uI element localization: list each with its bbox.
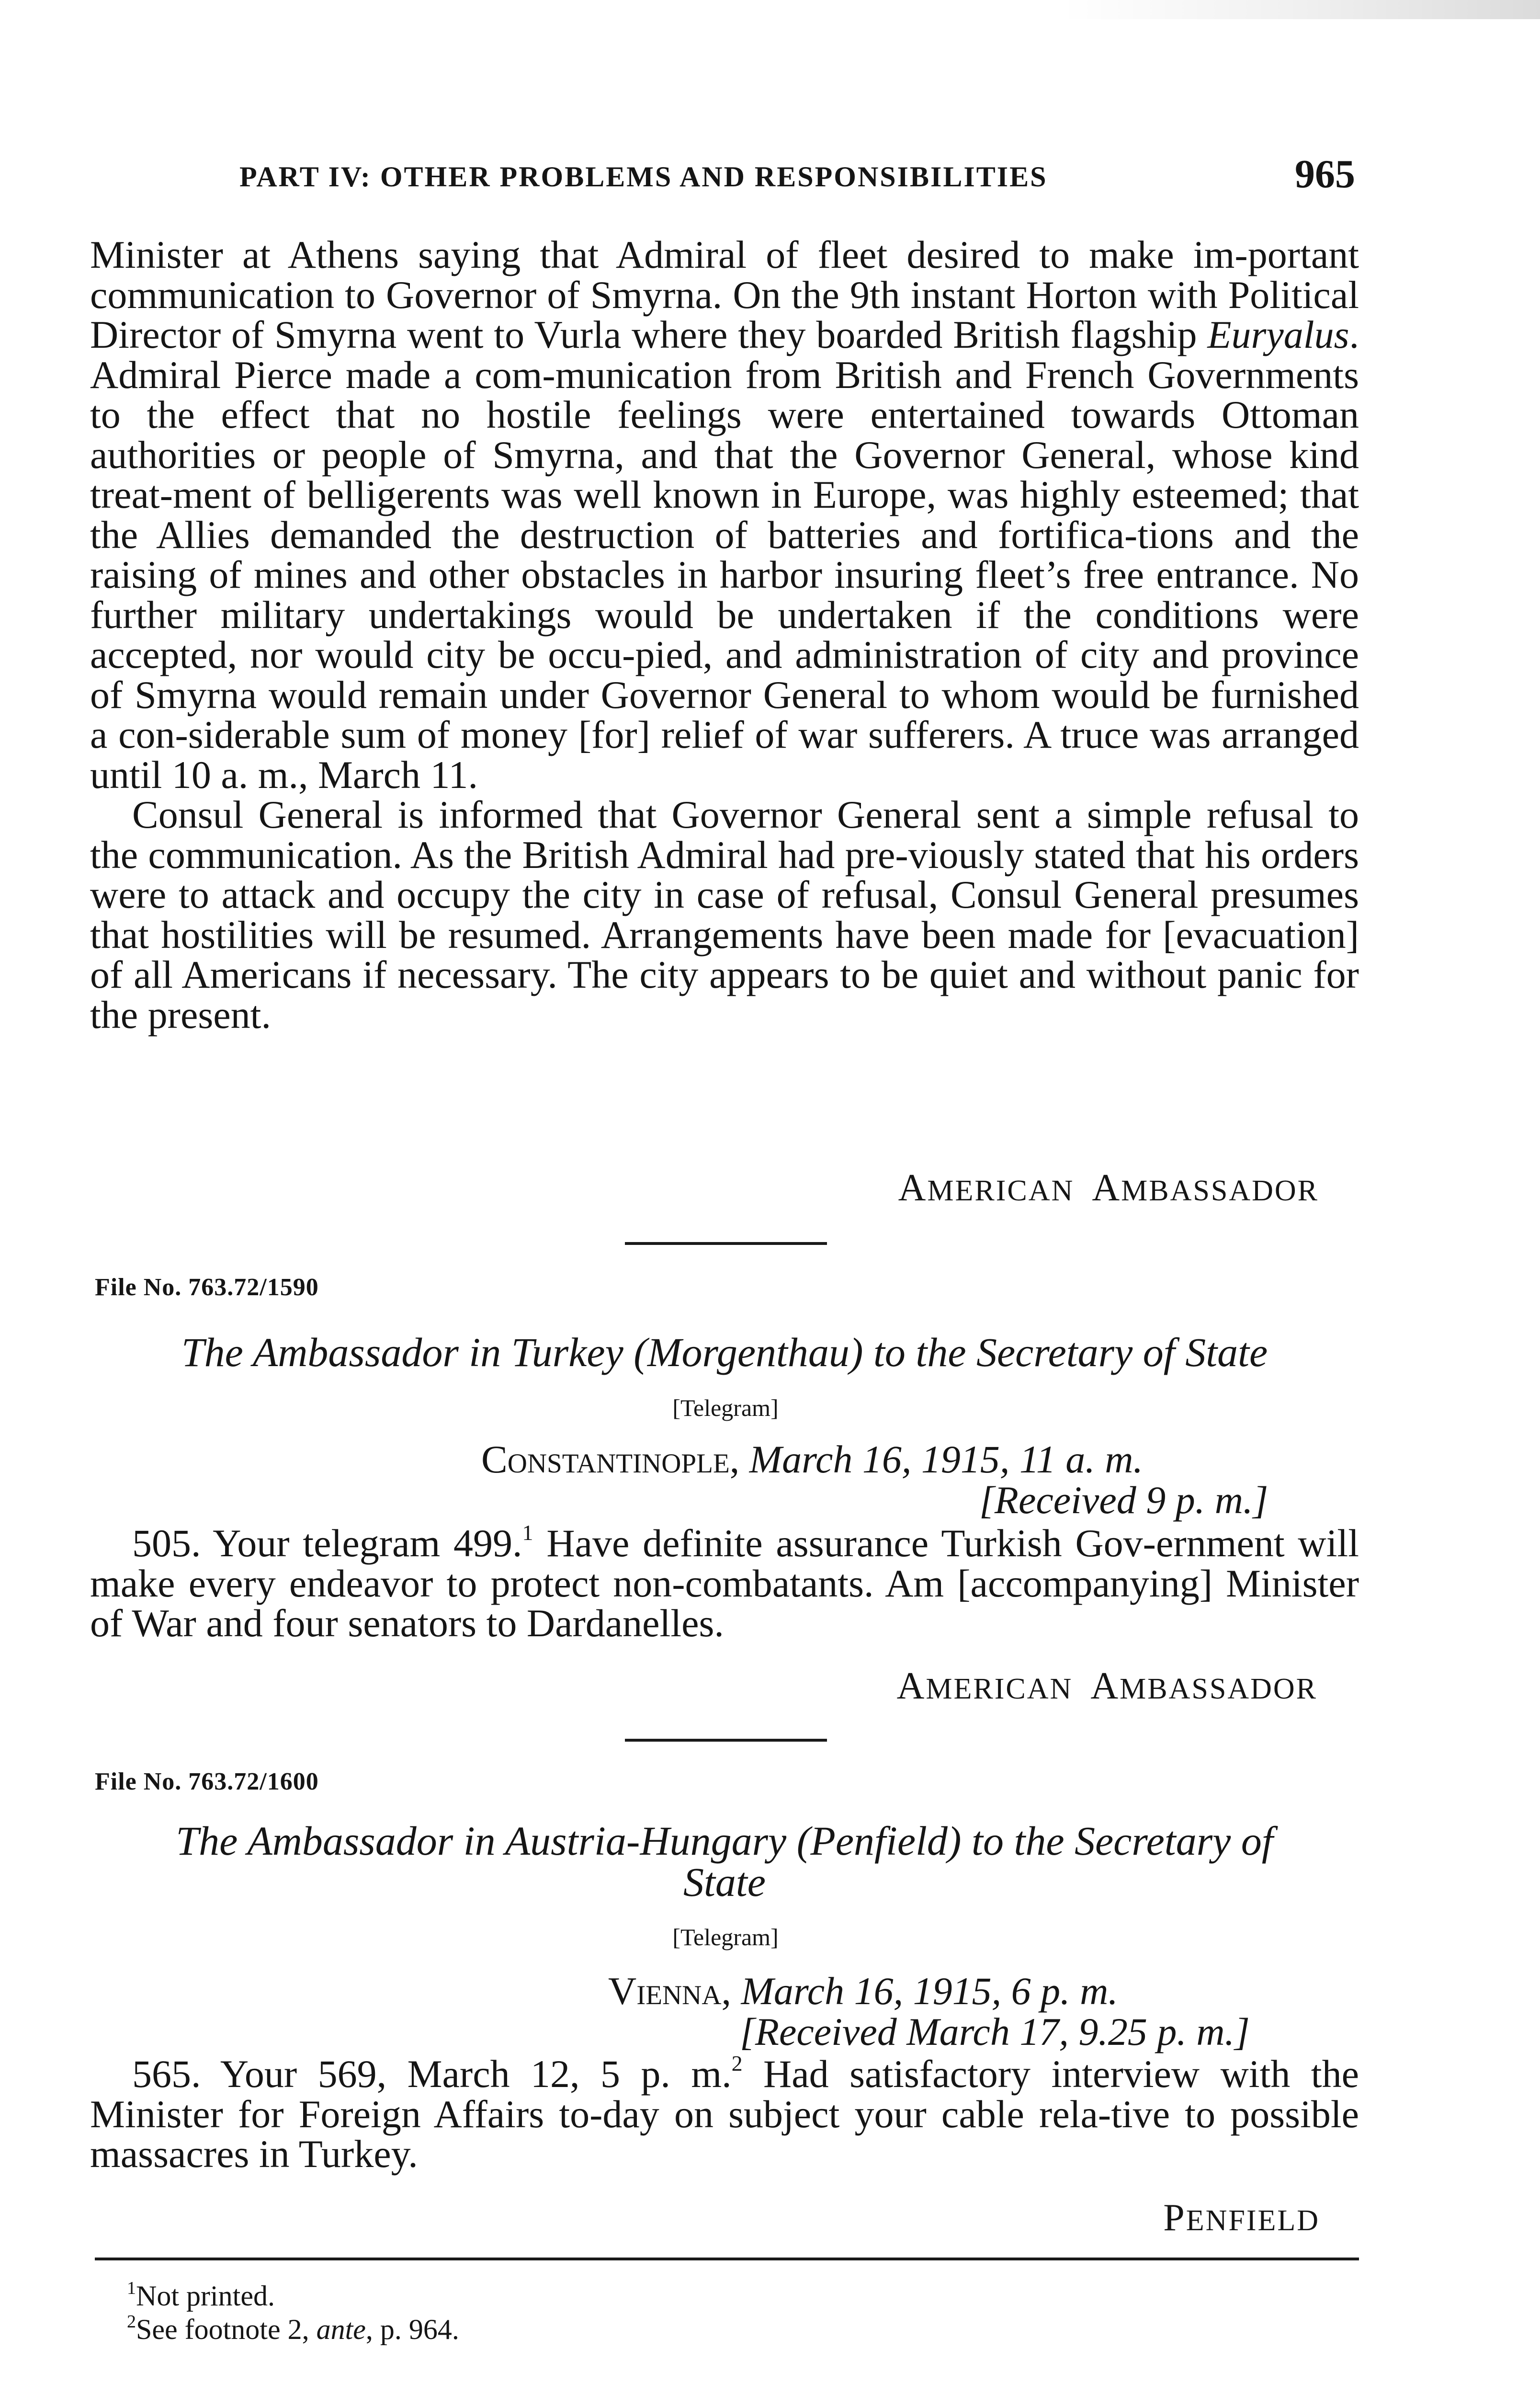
sig-initial: A [898, 1167, 928, 1209]
telegram-label: [Telegram] [672, 1394, 779, 1421]
footnote-text: See footnote 2, [136, 2314, 317, 2345]
title-part: Morgenthau [647, 1329, 849, 1375]
text-span: Had satisfactory interview with the Minister for Foreign Affairs to-day on subject your cable rela-tive to possible massacres in Turkey. [90, 2052, 1359, 2176]
continued-telegram [90, 235, 1359, 1035]
document-title [90, 1329, 1359, 1375]
sig-initial: A [1092, 1167, 1121, 1209]
title-line: State [683, 1859, 766, 1905]
paragraph-smyrna-communication [90, 235, 1359, 795]
received-line: [Received March 17, 9.25 p. m.] [740, 2010, 1250, 2053]
section-divider [625, 1739, 827, 1742]
signature-american-ambassador [897, 1665, 1317, 1708]
received-line: [Received 9 p. m.] [979, 1478, 1268, 1522]
text-span: 505. Your telegram 499. [132, 1521, 522, 1565]
place-name: Constantinople [481, 1437, 730, 1481]
telegram-label: [Telegram] [672, 1924, 779, 1950]
sig-rest: MERICAN [926, 1673, 1073, 1705]
sig-initial: A [896, 1665, 926, 1707]
file-number: File No. 763.72/1600 [95, 1768, 319, 1795]
footnote-text: Not printed. [136, 2280, 275, 2312]
signature-american-ambassador [898, 1166, 1319, 1210]
text-span: Minister at Athens saying that Admiral of fleet desired to make im-portant communication to Governor of Smyrna. On the 9th instant Horton with Political Director of Smyrna went to Vurla where they boarded British flagship [90, 233, 1359, 356]
text-span: 565. Your 569, March 12, 5 p. m. [132, 2052, 732, 2096]
sig-initial: A [1090, 1665, 1120, 1707]
signature-penfield [1163, 2196, 1320, 2240]
date-text: March 16, 1915, 6 p. m. [741, 1969, 1118, 2013]
footnote-text: , p. 964. [365, 2314, 459, 2345]
running-head [96, 151, 1355, 204]
title-part: ) to the Secretary of State [849, 1329, 1268, 1375]
sig-rest: MBASSADOR [1121, 1175, 1319, 1207]
footnote-mark: 2 [127, 2312, 136, 2332]
telegram-505 [90, 1520, 1359, 1645]
footnote-2 [127, 2311, 459, 2346]
title-line: The Ambassador in Austria-Hungary (Penfield) to the Secretary of [176, 1818, 1273, 1864]
footnote-ref: 1 [522, 1520, 533, 1545]
place-date-line: Vienna, March 16, 1915, 6 p. m. [608, 1969, 1118, 2013]
sig-rest: MBASSADOR [1120, 1673, 1317, 1705]
sig-rest: MERICAN [927, 1175, 1075, 1207]
page-number: 965 [1295, 152, 1355, 196]
paragraph-565 [90, 2051, 1359, 2176]
footnote-1 [127, 2278, 275, 2313]
running-head-title: PART IV: OTHER PROBLEMS AND RESPONSIBILITIES [239, 161, 1048, 193]
footnote-italic: ante [316, 2314, 366, 2345]
paragraph-consul-general: Consul General is informed that Governor General sent a simple refusal to the communication. As the British Admiral had pre-viously stated that his orders were to attack and occupy the city in case of refusal, Consul General presumes that hostilities will be resumed. Arrangements have been made for [evacuation] of all Americans if necessary. The city appears to be quiet and without panic for the present. [90, 793, 1359, 1037]
document-title [90, 1820, 1359, 1903]
footnote-ref: 2 [731, 2051, 743, 2076]
place-name: Vienna [608, 1969, 722, 2013]
scan-artifact [1061, 0, 1540, 19]
text-span: . Admiral Pierce made a com-munication from British and French Governments to the effect that no hostile feelings were entertained towards Ottoman authorities or people of Smyrna, and that the Governor General, whose kind treat-ment of belligerents was well known in Europe, was highly esteemed; that the Allies demanded the destruction of batteries and fortifica-tions and the raising of mines and other obstacles in harbor insuring fleet’s free entrance. No further military undertakings would be undertaken if the conditions were accepted, nor would city be occu-pied, and administration of city and province of Smyrna would remain under Governor General to whom would be furnished a con-siderable sum of money [for] relief of war sufferers. A truce was arranged until 10 a. m., March 11. [90, 313, 1359, 797]
place-date-line: Constantinople, March 16, 1915, 11 a. m. [481, 1437, 1143, 1481]
sig-initial: P [1163, 2197, 1186, 2239]
file-number: File No. 763.72/1590 [95, 1274, 319, 1301]
section-divider [625, 1242, 827, 1245]
footnote-rule [95, 2258, 1359, 2260]
title-part: The Ambassador in Turkey ( [181, 1329, 647, 1375]
sig-rest: ENFIELD [1186, 2204, 1320, 2237]
footnote-mark: 1 [127, 2278, 136, 2298]
text-span: Have definite assurance Turkish Gov-ernment will make every endeavor to protect non-combatants. Am [accompanying] Minister of War and four senators to Dardanelles. [90, 1521, 1359, 1645]
paragraph-505 [90, 1520, 1359, 1645]
telegram-565 [90, 2051, 1359, 2176]
ship-name: Euryalus [1207, 313, 1349, 356]
date-text: March 16, 1915, 11 a. m. [749, 1437, 1143, 1481]
